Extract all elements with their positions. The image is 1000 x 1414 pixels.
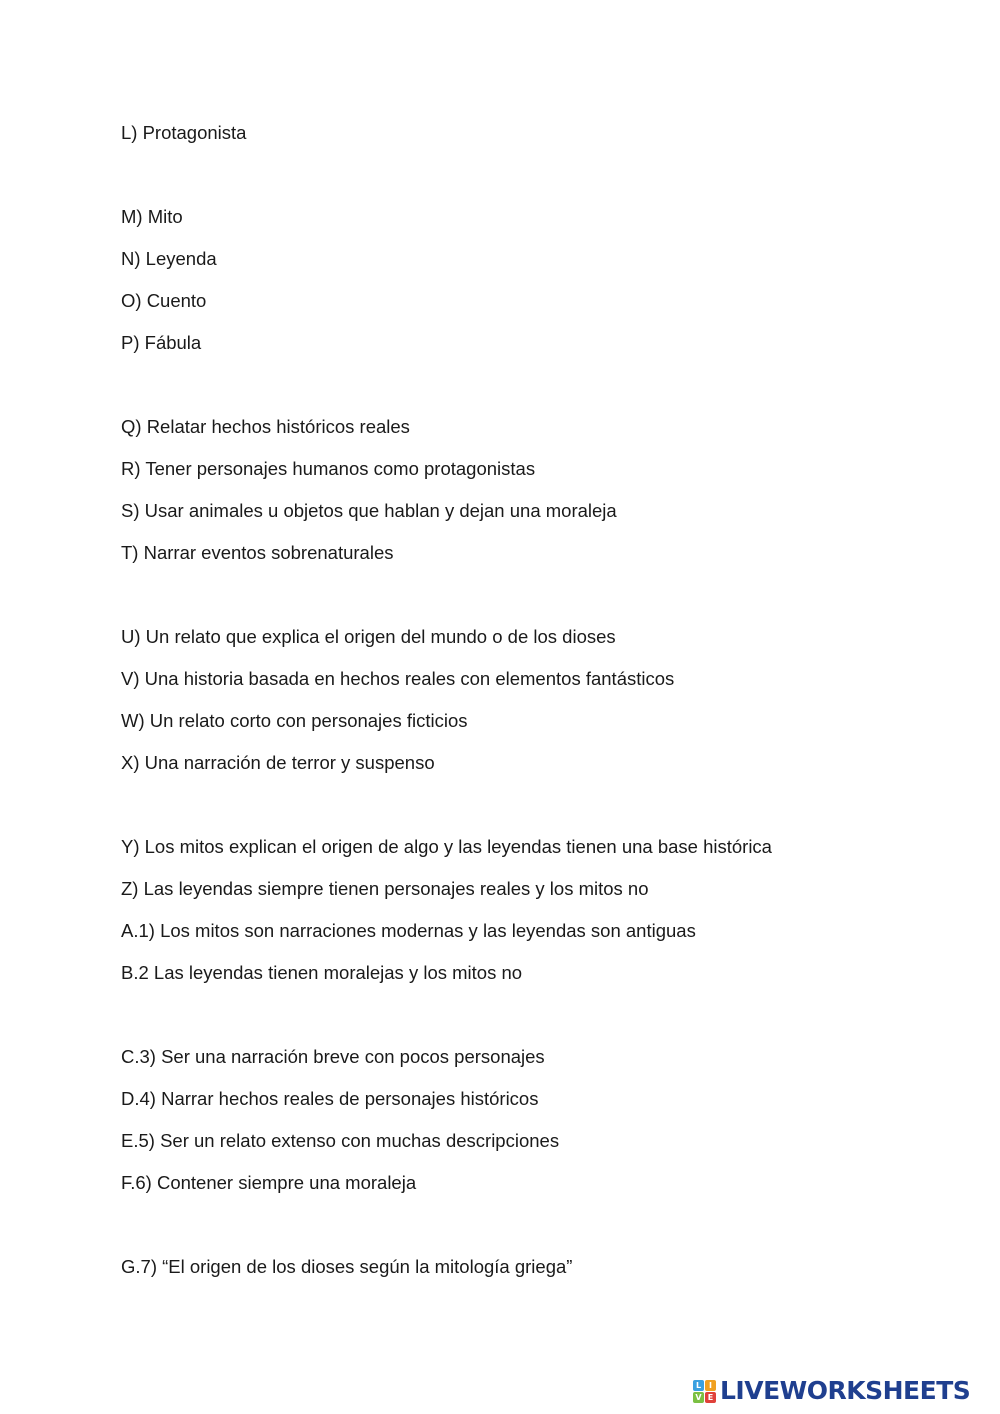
option-r: R) Tener personajes humanos como protagonistas bbox=[121, 458, 536, 479]
option-s: S) Usar animales u objetos que hablan y dejan una moraleja bbox=[121, 500, 617, 521]
option-m: M) Mito bbox=[121, 206, 183, 227]
logo-text: LIVEWORKSHEETS bbox=[720, 1376, 971, 1405]
logo-mark-i: I bbox=[705, 1380, 716, 1391]
option-q: Q) Relatar hechos históricos reales bbox=[121, 416, 410, 437]
option-t: T) Narrar eventos sobrenaturales bbox=[121, 542, 394, 563]
logo-mark-l: L bbox=[693, 1380, 704, 1391]
option-o: O) Cuento bbox=[121, 290, 207, 311]
option-a1: A.1) Los mitos son narraciones modernas y las leyendas son antiguas bbox=[121, 920, 696, 941]
option-n: N) Leyenda bbox=[121, 248, 217, 269]
option-p: P) Fábula bbox=[121, 332, 202, 353]
logo-mark-v: V bbox=[693, 1392, 704, 1403]
option-b2: B.2 Las leyendas tienen moralejas y los mitos no bbox=[121, 962, 523, 983]
option-f6: F.6) Contener siempre una moraleja bbox=[121, 1172, 417, 1193]
liveworksheets-logo-icon bbox=[693, 1380, 716, 1403]
option-w: W) Un relato corto con personajes ficticios bbox=[121, 710, 468, 731]
option-v: V) Una historia basada en hechos reales con elementos fantásticos bbox=[121, 668, 675, 689]
option-d4: D.4) Narrar hechos reales de personajes históricos bbox=[121, 1088, 539, 1109]
option-u: U) Un relato que explica el origen del mundo o de los dioses bbox=[121, 626, 616, 647]
liveworksheets-logo bbox=[693, 1375, 970, 1407]
option-x: X) Una narración de terror y suspenso bbox=[121, 752, 435, 773]
option-z: Z) Las leyendas siempre tienen personajes reales y los mitos no bbox=[121, 878, 649, 899]
logo-mark-e: E bbox=[705, 1392, 716, 1403]
option-e5: E.5) Ser un relato extenso con muchas descripciones bbox=[121, 1130, 560, 1151]
option-y: Y) Los mitos explican el origen de algo y las leyendas tienen una base histórica bbox=[121, 836, 772, 857]
option-g7: G.7) “El origen de los dioses según la mitología griega” bbox=[121, 1256, 573, 1277]
option-c3: C.3) Ser una narración breve con pocos personajes bbox=[121, 1046, 545, 1067]
option-l: L) Protagonista bbox=[121, 122, 247, 143]
